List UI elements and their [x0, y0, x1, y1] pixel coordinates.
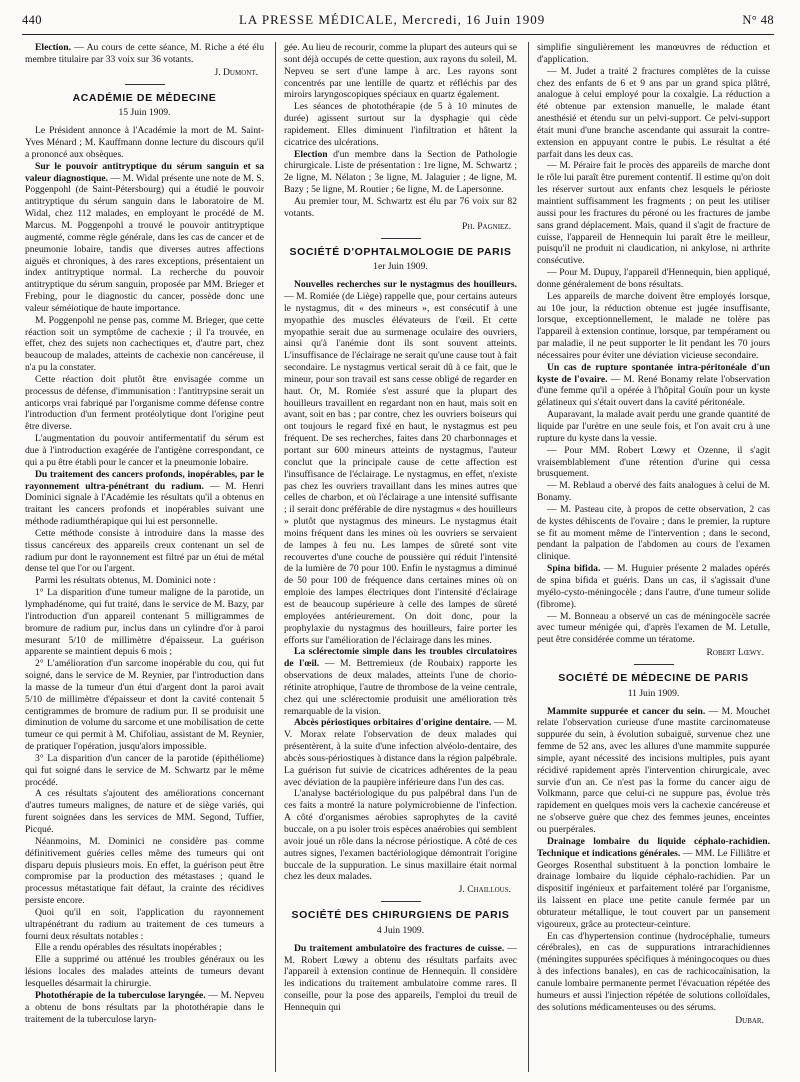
- article-paragraph: Du traitement des cancers profonds, inopérables, par le rayonnement ultra-pénétrant du radium. — M. Henri Dominici signale à l'Académie les résultats qu'il a obtenus en traitant les cancers profonds et inopérables suivant une méthode radiumthérapique qui lui est personnelle.: [25, 468, 265, 528]
- section-rule: [381, 238, 421, 239]
- paragraph: Elle a supprimé ou atténué les troubles généraux ou les lésions locales des malades atteints de tumeurs devant lesquelles désarmait la chirurgie.: [25, 954, 264, 989]
- issue-number: N° 48: [742, 13, 774, 27]
- paragraph: Quoi qu'il en soit, l'application du rayonnement ultrapénétrant du radium au traitement de ces tumeurs a fourni deux résultats notables :: [25, 906, 264, 942]
- signature: Robert Lœwy.: [706, 647, 764, 659]
- article-paragraph: Du traitement ambulatoire des fractures de cuisse. — M. Robert Lœwy a obtenu des résultats parfaits avec l'appareil à extension continue de Hennequin. Il considère les indications du traitement ambulatoire comme rares. Il conseille, pour la pose des appareils, l'emploi du treuil de Hennequin qui: [284, 942, 517, 1013]
- section-title: SOCIÉTÉ D'OPHTALMOLOGIE DE PARIS: [289, 245, 512, 258]
- section-title: ACADÉMIE DE MÉDECINE: [72, 91, 217, 104]
- paragraph: — M. Judet a traité 2 fractures complètes de la cuisse chez des enfants de 6 et 9 ans par un grand spica plâtré, analogue à celui employé pour la coxalgie. La réduction a été obtenue par extension manuelle, le malade étant anesthésié et étendu sur un pelvi-support. Ce pelvi-support était muni d'une branche ascendante qui assurait la contre-extension en appuyant contre le pubis. Le résultat a été parfait dans les deux cas.: [537, 65, 770, 160]
- column-1: [22, 42, 267, 1072]
- paragraph: 1° La disparition d'une tumeur maligne de la parotide, un lymphadénome, qui fut traité, dans le service de M. Bazy, par l'introduction d'un appareil contenant 5 milligrammes de bromure de radium pur, inclus dans un cylindre d'or à paroi mesurant 5/10 de millimètre d'épaisseur. La guérison apparente se maintient depuis 6 mois ;: [25, 587, 264, 658]
- paragraph: — Pour MM. Robert Lœwy et Ozenne, il s'agit vraisemblablement d'une rétention d'urine qui cessa brusquement.: [537, 444, 770, 480]
- article-paragraph: Sur le pouvoir antitryptique du sérum sanguin et sa valeur diagnostique. — M. Widal présente une note de M. S. Poggenpohl (de Saint-Pétersbourg) qui a étudié le pouvoir antitryptique du sérum sanguin dans le laboratoire de M. Widal, chez 112 malades, en employant le procédé de M. Marcus. M. Poggenpohl a trouvé le pouvoir antitryptique augmenté, comme règle générale, dans les cas de cancer et de pneumonie lobaire, tandis que diverses autres affections aiguës et chroniques, à des rares exceptions, présentaient un index antitryptique normal. La recherche du pouvoir antitryptique du sérum sanguin, proposée par MM. Brieger et Frebing, pour le diagnostic du cancer, possède donc une valeur séméiotique de haute importance.: [25, 160, 264, 314]
- journal-title: LA PRESSE MÉDICALE, Mercredi, 16 Juin 1909: [238, 12, 546, 27]
- paragraph: — M. Bonneau a observé un cas de méningocèle sacrée avec tumeur ménigée qui, d'après l'examen de M. Letulle, peut être considérée comme un tératome.: [537, 610, 770, 646]
- section-date: 1er Juin 1909.: [373, 261, 428, 273]
- columns: [22, 42, 778, 1072]
- paragraph: Néanmoins, M. Dominici ne considère pas comme définitivement guéries celles même des tumeurs qui ont disparu depuis plusieurs mois. En effet, la guérison peut être compromise par la production des métastases ; quand le processus métastatique fait défaut, la crainte des récidives persiste encore.: [25, 835, 264, 907]
- column-2: [275, 42, 520, 1072]
- article-paragraph: Mammite suppurée et cancer du sein. — M. Mouchet relate l'observation curieuse d'une mastite carcinomateuse suppurée du sein, à évolution subaiguë, survenue chez une femme de 52 ans, avec les allures d'une mammite suppurée simple, ayant nécessité des incisions multiples, puis ayant récidivé rapidement après l'intervention chirurgicale, avec survie d'un an. Ce n'est pas la forme du cancer aigu de Volkmann, parce que celui-ci ne suppure pas, évolue très rapidement en quelques mois vers la cachexie cancéreuse et ne s'observe guère que chez des femmes jeunes, enceintes ou puerpérales.: [537, 705, 770, 835]
- section-date: 15 Juin 1909.: [118, 107, 171, 119]
- paragraph: M. Poggenpohl ne pense pas, comme M. Brieger, que cette réaction soit un symptôme de cachexie ; il l'a trouvée, en effet, chez des sujets non cachectiques et, d'autre part, chez beaucoup de malades, atteints de cachexie non cancéreuse, il n'a pu la constater.: [25, 314, 264, 374]
- paragraph: A ces résultats s'ajoutent des améliorations concernant d'autres tumeurs malignes, de nature et de siège variés, qui furent soignées dans les services de MM. Segond, Tuffier, Picqué.: [25, 788, 264, 835]
- section-title: SOCIÉTÉ DE MÉDECINE DE PARIS: [558, 671, 749, 684]
- header-rule: [22, 34, 774, 35]
- article-paragraph: Drainage lombaire du liquide céphalo-rachidien. Technique et indications générales. — MM. Le Filliâtre et Georges Rosenthal substituent à la ponction lombaire le drainage lombaire du liquide céphalo-rachidien. Par un dispositif ingénieux et parfaitement toléré par l'organisme, ils laissent en place une petite canule fermée par un obturateur métallique, le tout couvert par un pansement vigoureux, grâce au protecteur-ceinture.: [537, 835, 770, 930]
- page-header: [22, 12, 774, 34]
- paragraph: Le Président annonce à l'Académie la mort de M. Saint-Yves Ménard ; M. Kauffmann donne lecture du discours qu'il a prononcé aux obsèques.: [25, 125, 264, 160]
- paragraph: Cette méthode consiste à introduire dans la masse des tissus cancéreux des appareils creux contenant un sel de radium pur dont le rayonnement est filtré par un étui de métal dense tel que l'or ou l'argent.: [25, 527, 264, 575]
- section-date: 11 Juin 1909.: [627, 687, 680, 699]
- paragraph: 2° L'amélioration d'un sarcome inopérable du cou, qui fut soigné, dans le service de M. Reynier, par l'introduction dans la masse de la tumeur d'un étui d'argent dont la paroi avait 5/10 de millimètre d'épaisseur et dont la cavité contenait 5 centigrammes de bromure de radium pur. Il se produisit une diminution de volume du sarcome et une mobilisation de cette tumeur ce qui permit à M. Chifoliau, assistant de M. Reynier, de pratiquer l'opération, jusqu'alors impossible.: [25, 658, 264, 753]
- article-paragraph: Photothérapie de la tuberculose laryngée. — M. Nepveu a obtenu de bons résultats par la photothérapie dans le traitement de la tuberculose laryn-: [25, 989, 264, 1025]
- section-title: SOCIÉTÉ DES CHIRURGIENS DE PARIS: [291, 909, 510, 922]
- paragraph: Les séances de photothérapie (de 5 à 10 minutes de durée) agissent surtout sur la dysphagie qui cède rapidement. Elles diminuent l'infiltration et hâtent la cicatrice des ulcérations.: [284, 101, 517, 148]
- paragraph: 3° La disparition d'un cancer de la parotide (épithéliome) qui fut soigné dans le service de M. Schwartz par le même procédé.: [25, 752, 264, 788]
- paragraph: Les appareils de marche doivent être employés lorsque, au 10e jour, la réduction obtenue est jugée insuffisante, lorsque, exceptionnellement, le malade ne tolère pas l'appareil à extension continue, lorsque, par tempérament ou par maladie, il ne peut supporter le lit pendant les 70 jours nécessaires pour éviter une déviation vicieuse secondaire.: [537, 290, 770, 361]
- paragraph: L'augmentation du pouvoir antifermentatif du sérum est due à l'introduction exagérée de l'antigène correspondant, ce qui a pu être établi pour le cancer et la pneumonie lobaire.: [25, 433, 264, 468]
- paragraph: Au premier tour, M. Schwartz est élu par 76 voix sur 82 votants.: [284, 195, 517, 219]
- column-3: [528, 42, 773, 1072]
- page-number: 440: [22, 13, 42, 27]
- paragraph: — M. Reblaud a obervé des faits analogues à celui de M. Bonamy.: [537, 480, 770, 504]
- article-paragraph: Spina bifida. — M. Huguier présente 2 malades opérés de spina bifida et guéris. Dans un cas, il s'agissait d'une myélo-cysto-méningocèle ; dans l'autre, d'une tumeur solide (fibrome).: [537, 563, 770, 610]
- paragraph: Auparavant, la malade avait perdu une grande quantité de liquide par l'urètre en une seule fois, et l'on avait cru à une rupture du kyste dans la vessie.: [537, 409, 770, 444]
- article-paragraph: Abcès périostiques orbitaires d'origine dentaire. — M. V. Morax relate l'observation de deux malades qui présentèrent, à la suite d'une infection alvéolo-dentaire, des abcès sous-périostiques à distance dans la région palpébrale. La guérison fut suivie de cicatrices adhérentes de la peau avec déviation de la paupière inférieure dans l'un des cas.: [284, 717, 517, 788]
- signature: Dubar.: [735, 1014, 764, 1026]
- paragraph: Cette réaction doit plutôt être envisagée comme un processus de défense, d'immunisation : l'antitrypsine serait un anticorps vrai fabriqué par l'organisme comme défense contre l'introduction d'un ferment protéolytique dont l'origine peut être diverse.: [25, 373, 264, 433]
- paragraph: — Pour M. Dupuy, l'appareil d'Hennequin, bien appliqué, donne généralement de bons résultats.: [537, 267, 770, 290]
- paragraph: gée. Au lieu de recourir, comme la plupart des auteurs qui se sont déjà occupés de cette question, aux rayons du soleil, M. Nepveu se sert d'une lampe à arc. Les rayons sont concentrés par une lentille de quartz et réfléchis par des miroirs laryngoscopiques spéciaux en quartz également.: [284, 42, 517, 101]
- article-paragraph: Election d'un membre dans la Section de Pathologie chirurgicale. Liste de présentation : 1re ligne, M. Schwartz ; 2e ligne, M. Nélaton ; 3e ligne, M. Jalaguier ; 4e ligne, M. Bazy ; 5e ligne, M. Routier ; 6e ligne, M. de Lapersonne.: [284, 148, 517, 196]
- signature: J. Dumont.: [214, 66, 258, 78]
- article-paragraph: Nouvelles recherches sur le nystagmus des houilleurs. — M. Romiée (de Liège) rappelle que, pour certains auteurs le nystagmus, dit « des mineurs », est consécutif à une myopathie des muscles élévateurs de l'œil. Et cette myopathie serait due au surmenage oculaire des ouvriers, ainsi qu'à l'anémie dont ils sont souvent atteints. L'insuffisance de l'éclairage ne serait qu'une cause tout à fait secondaire. Le nystagmus vertical serait dû à ce fait, que le mineur, pour son travail est sans cesse obligé de regarder en haut. Or, M. Romiée s'est assuré que la plupart des houilleurs travaillent en regardant non en haut, mais soit en avant, soit en bas ; par contre, chez les ouvriers boiseurs qui ont toujours le regard fixé en haut, le nystagmus est peu fréquent. De ses recherches, faites dans 20 charbonnages et portant sur 600 mineurs atteints de nystagmus, l'auteur conclut que la principale cause de cette affection est l'insuffisance de l'éclairage. Le nystagmus, en effet, n'existe pas chez les ouvriers travaillant dans les mines autres que celles de charbon, et où l'éclairage a une intensité suffisante ; il serait donc préférable de dire nystagmus « des houilleurs » plutôt que nystagmus des mineurs. Le nystagmus était moins fréquent dans les mines où les ouvriers se servaient de lampes à feu nu. Les lampes de sûreté sont vite recouvertes d'une couche de poussière qui réduit l'intensité de la lumière de 70 pour 100. Enfin le nystagmus a diminué de 50 pour 100 de fréquence dans certaines mines où on emploie des lampes électriques dont l'intensité d'éclairage est de beaucoup supérieure à celle des lampes de sûreté employées antérieurement. On doit donc, pour la prophylaxie du nystagmus des houilleurs, faire porter les efforts sur l'amélioration de l'éclairage dans les mines.: [284, 279, 517, 646]
- paragraph: Elle a rendu opérables des résultats inopérables ;: [35, 942, 222, 954]
- paragraph: L'analyse bactériologique du pus palpébral dans l'un de ces faits a montré la nature polymicrobienne de l'infection. A côté d'organismes aérobies saprophytes de la cavité buccale, on a pu isoler trois espèces anaérobies qui semblent avoir joué un rôle dans la nécrose périostique. A côté de ces autres signes, l'examen bactériologique démontrait l'origine buccale de la suppuration. Le sinus maxillaire était normal chez les deux malades.: [284, 788, 517, 883]
- election-paragraph: Election. — Au cours de cette séance, M. Riche a été élu membre titulaire par 33 voix sur 36 votants.: [25, 42, 264, 65]
- article-paragraph: La sclérectomie simple dans les troubles circulatoires de l'œil. — M. Bettremieux (de Roubaix) rapporte les observations de deux malades, atteints l'une de chorio-rétinite atrophique, l'autre de thrombose de la veine centrale, chez qui une sclérectomie produisit une amélioration très remarquable de la vision.: [284, 646, 517, 717]
- paragraph: — M. Pasteau cite, à propos de cette observation, 2 cas de kystes déhiscents de l'ovaire ; dans le premier, la rupture se fit au moment même de l'intervention ; dans le second, pendant la palpation de l'abdomen au cours de l'examen clinique.: [537, 503, 770, 563]
- section-rule: [125, 84, 165, 85]
- paragraph: simplifie singulièrement les manœuvres de réduction et d'application.: [537, 42, 770, 65]
- section-date: 4 Juin 1909.: [376, 924, 425, 936]
- paragraph: En cas d'hypertension continue (hydrocéphalie, tumeurs cérébrales), en cas de suppurations intrarachidiennes (méningites suppurées spécifiques à méningocoques ou dues à des infections banales), en cas de rachicocaïnisation, la canule lombaire permanente permet l'évacuation répétée des humeurs et aussi l'injection répétée de solutions colloïdales, des solutions médicamenteuses ou des sérums.: [537, 930, 770, 1013]
- paragraph: — M. Péraire fait le procès des appareils de marche dont le rôle lui paraît être purement contentif. Il estime qu'on doit les réserver surtout aux enfants chez lesquels le périoste maintient suffisamment les fragments ; on peut les utiliser aussi pour les fractures du péroné ou les fractures de jambe sans grand déplacement. Mais, quand il s'agit de fracture de cuisse, l'appareil de Hennequin lui paraît être le meilleur, puisqu'il ne produit ni claudication, ni ankylose, ni arthrite consécutive.: [537, 160, 770, 267]
- section-rule: [634, 664, 674, 665]
- signature: J. Chaillous.: [458, 884, 511, 896]
- paragraph: Parmi les résultats obtenus, M. Dominici note :: [35, 575, 216, 587]
- article-paragraph: Un cas de rupture spontanée intra-péritonéale d'un kyste de l'ovaire. — M. René Bonamy relate l'observation d'une femme qu'il a opérée à l'hôpital Gouïn pour un kyste gélatineux qui s'était ouvert dans la cavité péritonéale.: [537, 361, 770, 409]
- signature: Ph. Pagniez.: [462, 220, 511, 232]
- section-rule: [381, 901, 421, 902]
